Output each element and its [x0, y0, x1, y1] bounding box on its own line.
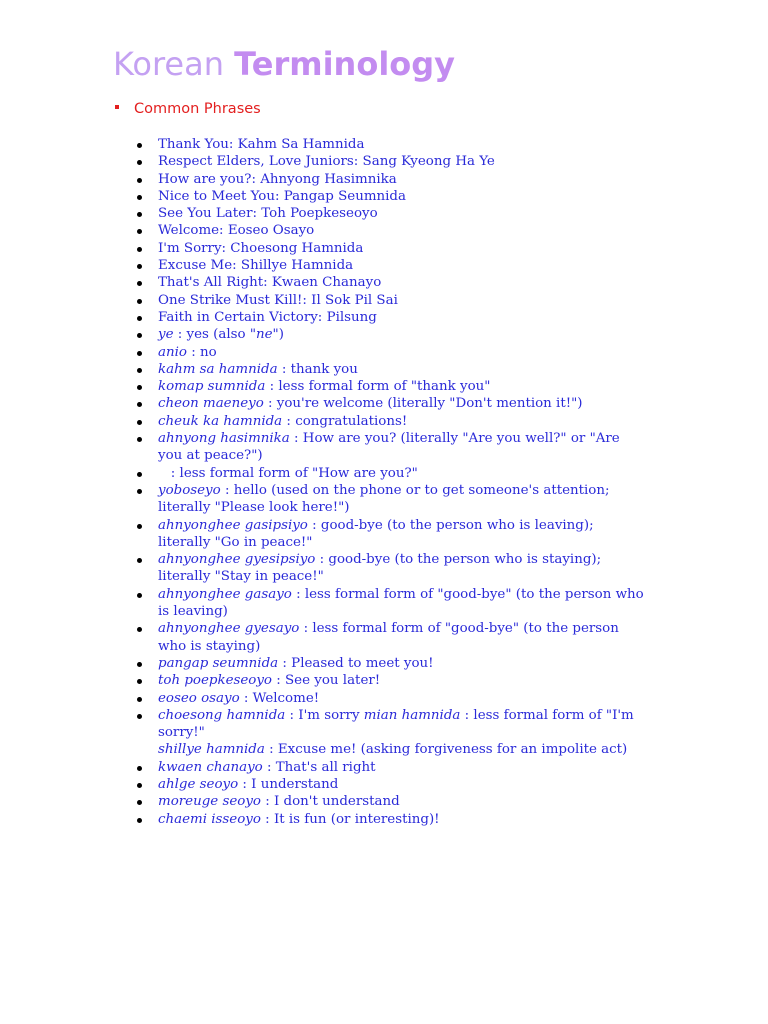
- page-title: [113, 42, 455, 86]
- phrase-item: Excuse Me: Shillye Hamnida: [158, 257, 648, 274]
- vocab-term: eoseo osayo: [158, 690, 240, 706]
- vocab-term: yoboseyo: [158, 482, 221, 498]
- phrase-item: That's All Right: Kwaen Chanayo: [158, 274, 648, 291]
- section-label: Common Phrases: [134, 101, 261, 117]
- vocab-term: ahnyonghee gasayo: [158, 586, 292, 602]
- vocab-definition: : Pleased to meet you!: [278, 655, 434, 671]
- vocab-item: [158, 620, 648, 655]
- vocab-term: moreuge seoyo: [158, 794, 261, 810]
- vocab-item: [158, 655, 648, 672]
- vocab-item: [158, 413, 648, 430]
- vocab-definition: : It is fun (or interesting)!: [260, 811, 440, 827]
- vocab-item: [158, 707, 648, 759]
- vocab-term: choesong hamnida: [158, 707, 286, 723]
- phrase-item: How are you?: Ahnyong Hasimnika: [158, 171, 648, 188]
- vocab-definition: : less formal form of "I'm sorry!": [158, 707, 634, 741]
- vocab-definition: : hello (used on the phone or to get someone's attention; literally "Please look here!"): [158, 482, 610, 516]
- phrase-item: Nice to Meet You: Pangap Seumnida: [158, 188, 648, 205]
- vocab-definition: : no: [186, 344, 217, 360]
- vocab-item: [158, 517, 648, 552]
- phrase-item: See You Later: Toh Poepkeseoyo: [158, 205, 648, 222]
- vocab-definition: : That's all right: [262, 759, 376, 775]
- vocab-definition: : good-bye (to the person who is staying); literally "Stay in peace!": [158, 552, 602, 585]
- vocab-term: ahnyonghee gyesayo: [158, 621, 300, 637]
- vocab-term: cheuk ka hamnida: [158, 413, 283, 429]
- vocab-definition: : yes (also ": [173, 327, 256, 343]
- vocab-term: ahnyonghee gasipsiyo: [158, 517, 308, 533]
- vocab-term: chaemi isseoyo: [158, 811, 261, 827]
- phrase-item: Faith in Certain Victory: Pilsung: [158, 309, 648, 326]
- vocab-term: ye: [158, 327, 174, 343]
- vocab-item: [158, 395, 648, 412]
- vocab-definition: : less formal form of "good-bye" (to the person who is leaving): [158, 586, 644, 620]
- title-korean: Korean: [113, 45, 224, 83]
- vocab-term: anio: [158, 344, 187, 360]
- vocab-term: ahlge seoyo: [158, 776, 239, 792]
- vocab-definition: : you're welcome (literally "Don't mention it!"): [263, 396, 583, 412]
- vocab-item: [158, 811, 648, 828]
- vocab-definition: : I don't understand: [260, 794, 400, 810]
- vocab-definition: "): [272, 327, 284, 343]
- vocab-item: [158, 793, 648, 810]
- phrase-item: I'm Sorry: Choesong Hamnida: [158, 240, 648, 257]
- vocab-term: komap sumnida: [158, 379, 266, 395]
- vocab-item: [158, 361, 648, 378]
- vocab-item: [158, 672, 648, 689]
- vocab-definition: : less formal form of "good-bye" (to the person who is staying): [158, 621, 619, 654]
- phrase-item: Respect Elders, Love Juniors: Sang Kyeong Ha Ye: [158, 153, 648, 170]
- vocab-term: kwaen chanayo: [158, 759, 263, 775]
- vocab-item: [158, 759, 648, 776]
- vocab-term: kahm sa hamnida: [158, 361, 278, 377]
- vocab-term: ahnyonghee gyesipsiyo: [158, 552, 316, 568]
- section-heading: [115, 99, 261, 119]
- vocab-item: [158, 776, 648, 793]
- terms-list: [158, 136, 648, 828]
- vocab-definition: : less formal form of "How are you?": [158, 465, 418, 481]
- vocab-term: mian hamnida: [363, 707, 461, 723]
- vocab-term: ahnyong hasimnika: [158, 431, 290, 447]
- vocab-definition: : Excuse me! (asking forgiveness for an impolite act): [264, 742, 628, 758]
- vocab-term: toh poepkeseoyo: [158, 673, 272, 689]
- vocab-item: [158, 378, 648, 395]
- vocab-item: [158, 690, 648, 707]
- vocab-definition: : good-bye (to the person who is leaving); literally "Go in peace!": [158, 517, 594, 550]
- phrase-item: Thank You: Kahm Sa Hamnida: [158, 136, 648, 153]
- square-bullet-icon: [115, 105, 119, 109]
- vocab-definition: : I understand: [238, 776, 339, 792]
- vocab-term: pangap seumnida: [158, 655, 279, 671]
- vocab-definition: : How are you? (literally "Are you well?" or "Are you at peace?"): [158, 431, 620, 464]
- vocab-item: [158, 344, 648, 361]
- vocab-definition: : congratulations!: [282, 413, 408, 429]
- vocab-definition: : See you later!: [271, 673, 381, 689]
- vocab-definition: : I'm sorry: [285, 707, 364, 723]
- vocab-item: [158, 430, 648, 465]
- vocab-item: [158, 465, 648, 482]
- vocab-definition: : Welcome!: [239, 690, 320, 706]
- title-terminology: Terminology: [234, 45, 456, 83]
- vocab-definition: : less formal form of "thank you": [265, 379, 491, 395]
- vocab-item: [158, 326, 648, 343]
- vocab-item: [158, 551, 648, 586]
- vocab-term: cheon maeneyo: [158, 396, 264, 412]
- vocab-item: [158, 586, 648, 621]
- vocab-definition: : thank you: [277, 361, 358, 377]
- vocab-term: ne: [255, 327, 273, 343]
- phrase-item: One Strike Must Kill!: Il Sok Pil Sai: [158, 292, 648, 309]
- vocab-item: [158, 482, 648, 517]
- phrase-item: Welcome: Eoseo Osayo: [158, 222, 648, 239]
- vocab-term: shillye hamnida: [158, 742, 265, 758]
